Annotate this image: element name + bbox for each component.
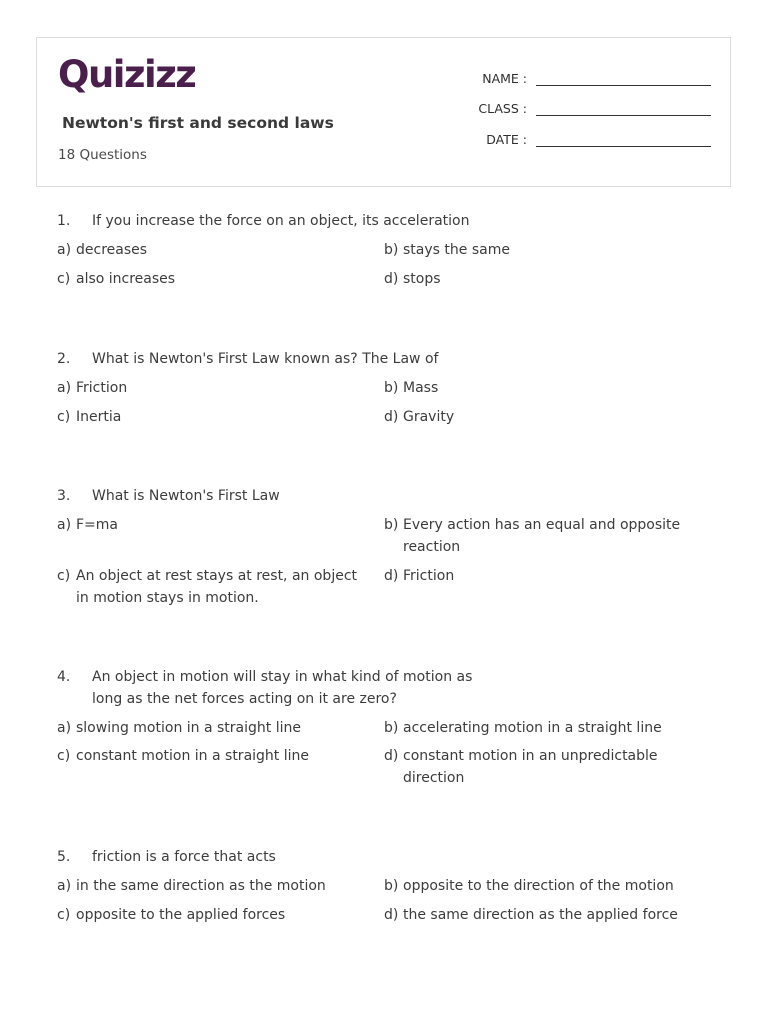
option-b — [384, 377, 693, 399]
option-text: Inertia — [76, 409, 122, 425]
question-number: 4. — [57, 669, 71, 685]
option-a — [57, 239, 366, 261]
question-stem — [57, 485, 717, 507]
option-letter: d) — [384, 271, 399, 287]
question-text: An object in motion will stay in what kind of motion as long as the net forces acting on it are zero? — [92, 669, 473, 707]
name-field — [457, 71, 711, 91]
option-text: stays the same — [403, 242, 510, 258]
option-letter: d) — [384, 568, 399, 584]
worksheet-title: Newton's first and second laws — [62, 114, 334, 132]
option-letter: a) — [57, 720, 72, 736]
date-label: DATE : — [486, 132, 527, 147]
option-a — [57, 377, 366, 399]
option-text: F=ma — [76, 517, 118, 533]
option-letter: b) — [384, 720, 399, 736]
option-letter: d) — [384, 748, 399, 764]
option-c — [57, 745, 366, 767]
option-letter: c) — [57, 568, 71, 584]
option-d — [384, 904, 693, 926]
question-stem — [57, 846, 717, 868]
option-a — [57, 717, 366, 739]
option-letter: a) — [57, 517, 72, 533]
option-d — [384, 268, 693, 290]
option-letter: c) — [57, 271, 71, 287]
option-letter: a) — [57, 242, 72, 258]
quizizz-logo: Quizizz — [58, 53, 196, 96]
option-d — [384, 745, 693, 789]
option-text: constant motion in an unpredictable direction — [403, 748, 658, 786]
question-stem — [57, 348, 717, 370]
question-3 — [57, 485, 717, 606]
option-letter: b) — [384, 380, 399, 396]
option-text: Gravity — [403, 409, 455, 425]
option-text: Friction — [403, 568, 455, 584]
option-c — [57, 406, 366, 428]
question-2 — [57, 348, 717, 425]
option-text: constant motion in a straight line — [76, 748, 309, 764]
class-field — [457, 101, 711, 121]
option-a — [57, 875, 366, 897]
option-text: Mass — [403, 380, 439, 396]
option-letter: d) — [384, 409, 399, 425]
question-count: 18 Questions — [58, 147, 147, 163]
option-letter: b) — [384, 517, 399, 533]
question-1 — [57, 210, 717, 287]
option-letter: c) — [57, 748, 71, 764]
class-line — [536, 115, 711, 116]
option-letter: c) — [57, 907, 71, 923]
date-field — [457, 132, 711, 152]
option-d — [384, 406, 693, 428]
option-text: Friction — [76, 380, 128, 396]
name-line — [536, 85, 711, 86]
option-letter: a) — [57, 380, 72, 396]
class-label: CLASS : — [478, 101, 527, 116]
option-text: opposite to the applied forces — [76, 907, 286, 923]
option-a — [57, 514, 366, 536]
question-number: 2. — [57, 351, 71, 367]
question-number: 5. — [57, 849, 71, 865]
option-c — [57, 565, 366, 609]
option-b — [384, 239, 693, 261]
option-text: Every action has an equal and opposite reaction — [403, 517, 681, 555]
option-text: slowing motion in a straight line — [76, 720, 301, 736]
question-4 — [57, 666, 717, 786]
question-5 — [57, 846, 717, 923]
option-text: An object at rest stays at rest, an object in motion stays in motion. — [76, 568, 358, 606]
option-text: opposite to the direction of the motion — [403, 878, 674, 894]
option-text: also increases — [76, 271, 176, 287]
option-letter: b) — [384, 242, 399, 258]
option-letter: c) — [57, 409, 71, 425]
option-b — [384, 875, 693, 897]
option-text: stops — [403, 271, 441, 287]
question-text: If you increase the force on an object, its acceleration — [92, 213, 470, 229]
question-number: 3. — [57, 488, 71, 504]
option-text: the same direction as the applied force — [403, 907, 678, 923]
name-label: NAME : — [482, 71, 527, 86]
option-text: in the same direction as the motion — [76, 878, 326, 894]
question-text: What is Newton's First Law — [92, 488, 280, 504]
option-c — [57, 268, 366, 290]
question-stem — [57, 210, 717, 232]
date-line — [536, 146, 711, 147]
question-number: 1. — [57, 213, 71, 229]
option-c — [57, 904, 366, 926]
option-letter: b) — [384, 878, 399, 894]
option-text: accelerating motion in a straight line — [403, 720, 662, 736]
option-text: decreases — [76, 242, 148, 258]
option-b — [384, 717, 693, 739]
option-d — [384, 565, 693, 587]
option-letter: a) — [57, 878, 72, 894]
option-letter: d) — [384, 907, 399, 923]
worksheet-header — [36, 37, 731, 187]
option-b — [384, 514, 693, 558]
question-text: What is Newton's First Law known as? The Law of — [92, 351, 439, 367]
question-stem — [57, 666, 717, 710]
question-text: friction is a force that acts — [92, 849, 276, 865]
